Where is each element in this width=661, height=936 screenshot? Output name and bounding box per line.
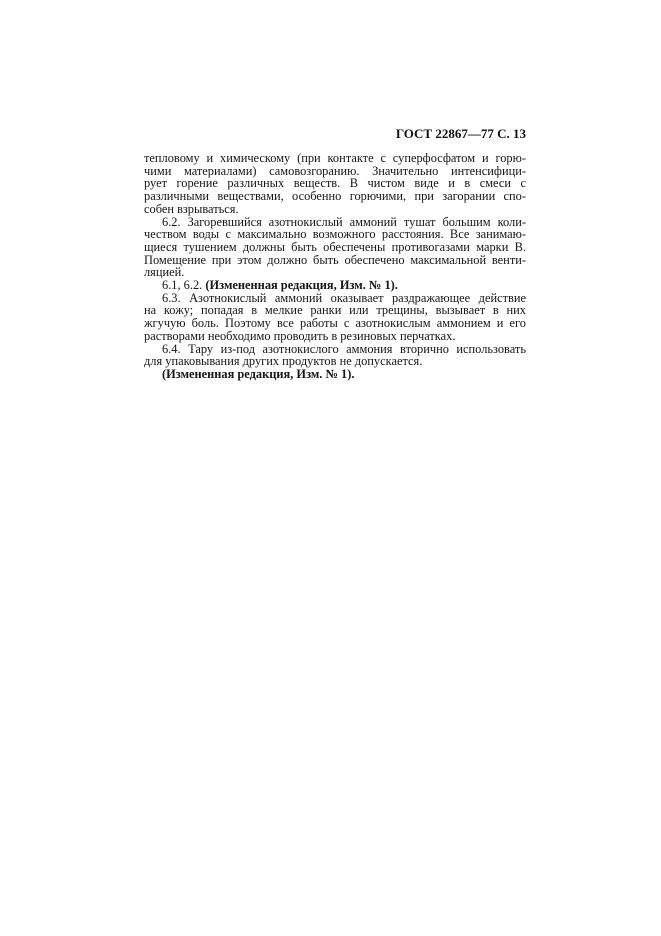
amendment-note: (Измененная редакция, Изм. № 1). <box>205 278 398 293</box>
amendment-note-final: (Измененная редакция, Изм. № 1). <box>162 366 355 381</box>
text-line: чими материалами) самовозгоранию. Значительно интенсифици- <box>144 163 526 178</box>
text-line: растворами необходимо проводить в резиновых перчатках. <box>144 328 456 343</box>
text-line: рует горение различных веществ. В чистом виде и в смеси с <box>144 176 526 191</box>
text-line: для упаковывания других продуктов не допускается. <box>144 354 423 369</box>
text-line: 6.2. Загоревшийся азотнокислый аммоний тушат большим коли- <box>162 214 526 229</box>
page-header: ГОСТ 22867—77 С. 13 <box>395 126 526 141</box>
document-body <box>144 152 526 381</box>
text-line: щиеся тушением должны быть обеспечены противогазами марки В. <box>144 239 526 254</box>
text-line: 6.3. Азотнокислый аммоний оказывает раздражающее действие <box>162 290 526 305</box>
text-line: жгучую боль. Поэтому все работы с азотнокислым аммонием и его <box>144 316 526 331</box>
text-line: тепловому и химическому (при контакте с суперфосфатом и горю- <box>144 151 526 165</box>
section-ref: 6.1, 6.2. <box>162 278 203 293</box>
text-line: чеством воды с максимально возможного расстояния. Все занимаю- <box>144 227 526 242</box>
paragraph-6-4 <box>144 343 526 368</box>
text-line: на кожу; попадая в мелкие ранки или трещины, вызывает в них <box>144 303 526 318</box>
paragraph-hazards-continued <box>144 152 526 216</box>
paragraph-6-3 <box>144 292 526 343</box>
text-line: собен взрываться. <box>144 201 239 216</box>
text-line: 6.4. Тару из-под азотнокислого аммония вторично использовать <box>162 341 526 356</box>
text-line: ляцией. <box>144 265 185 280</box>
paragraph-6-2 <box>144 216 526 280</box>
amendment-note-6-1-6-2 <box>144 279 526 292</box>
text-line: Помещение при этом должно быть обеспечено максимальной венти- <box>144 252 526 267</box>
text-line: различными веществами, особенно горючими, при загорании спо- <box>144 189 526 204</box>
